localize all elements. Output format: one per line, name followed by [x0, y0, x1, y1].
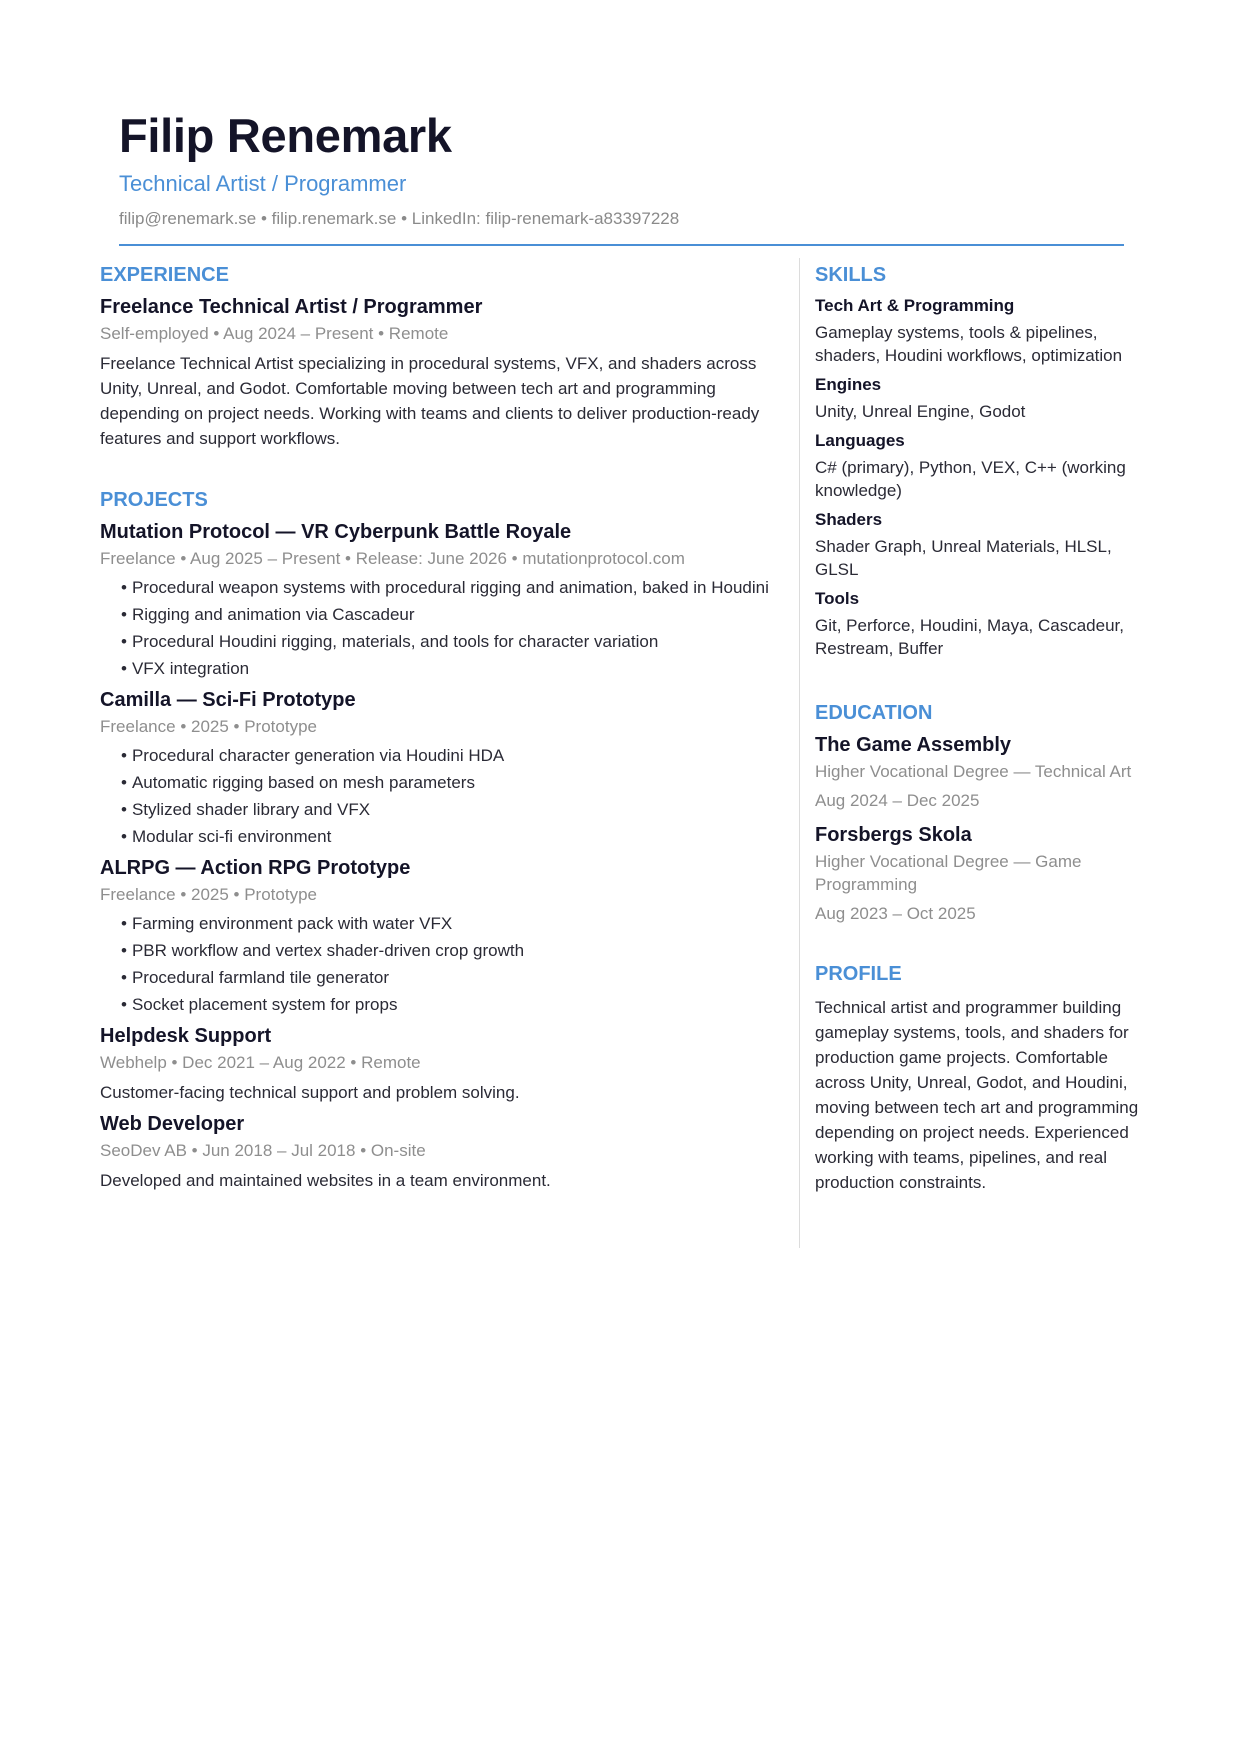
person-name: Filip Renemark [119, 109, 452, 162]
list-item: • Procedural weapon systems with procedural rigging and animation, baked in Houdini [121, 575, 780, 600]
education-dates: Aug 2024 – Dec 2025 [815, 791, 980, 810]
skill-group [815, 374, 1145, 423]
project-bullets [100, 743, 780, 849]
list-item: • Automatic rigging based on mesh parameters [121, 770, 780, 795]
experience-heading: EXPERIENCE [100, 264, 229, 286]
skills-heading: SKILLS [815, 264, 887, 286]
skill-category: Tools [815, 589, 860, 608]
column-divider [799, 258, 800, 1248]
skill-value: C# (primary), Python, VEX, C++ (working knowledge) [815, 458, 1126, 500]
skill-category: Shaders [815, 510, 883, 529]
list-item: • Procedural farmland tile generator [121, 965, 780, 990]
project-entry [100, 855, 780, 1017]
project-meta: Freelance • 2025 • Prototype [100, 885, 317, 904]
project-title: Mutation Protocol — VR Cyberpunk Battle Royale [100, 521, 572, 543]
skill-value: Unity, Unreal Engine, Godot [815, 402, 1026, 421]
skill-value: Git, Perforce, Houdini, Maya, Cascadeur, Restream, Buffer [815, 616, 1124, 658]
list-item: • Procedural Houdini rigging, materials, and tools for character variation [121, 629, 780, 654]
education-dates: Aug 2023 – Oct 2025 [815, 904, 976, 923]
left-column [100, 262, 780, 1193]
education-entry [815, 822, 1145, 925]
skill-group [815, 295, 1145, 367]
job-entry [100, 1023, 780, 1105]
skill-value: Shader Graph, Unreal Materials, HLSL, GLSL [815, 537, 1112, 579]
skill-category: Engines [815, 375, 882, 394]
skill-group [815, 430, 1145, 502]
project-entry [100, 687, 780, 849]
job-entry [100, 1111, 780, 1193]
list-item: • VFX integration [121, 656, 780, 681]
entry-description: Freelance Technical Artist specializing in procedural systems, VFX, and shaders across Unity, Unreal, and Godot. Comfortable moving between tech art and programming depending on project needs. Working with teams and clients to deliver production-ready features and support workflows. [100, 354, 760, 448]
skill-value: Gameplay systems, tools & pipelines, shaders, Houdini workflows, optimization [815, 323, 1123, 365]
job-title: Web Developer [100, 1113, 245, 1135]
education-heading: EDUCATION [815, 702, 933, 724]
profile-heading: PROFILE [815, 963, 902, 985]
right-column [815, 262, 1145, 1195]
job-meta: Webhelp • Dec 2021 – Aug 2022 • Remote [100, 1053, 421, 1072]
job-meta: SeoDev AB • Jun 2018 – Jul 2018 • On-site [100, 1141, 426, 1160]
resume-header [119, 108, 1124, 246]
school-name: The Game Assembly [815, 734, 1012, 756]
list-item: • Farming environment pack with water VFX [121, 911, 780, 936]
list-item: • Rigging and animation via Cascadeur [121, 602, 780, 627]
project-bullets [100, 575, 780, 681]
project-title: ALRPG — Action RPG Prototype [100, 857, 411, 879]
degree-name: Higher Vocational Degree — Game Programming [815, 852, 1082, 894]
skill-group [815, 509, 1145, 581]
project-meta: Freelance • Aug 2025 – Present • Release: June 2026 • mutationprotocol.com [100, 549, 685, 568]
list-item: • PBR workflow and vertex shader-driven crop growth [121, 938, 780, 963]
entry-title: Freelance Technical Artist / Programmer [100, 296, 483, 318]
job-description: Customer-facing technical support and problem solving. [100, 1083, 520, 1102]
skill-category: Tech Art & Programming [815, 296, 1015, 315]
list-item: • Socket placement system for props [121, 992, 780, 1017]
list-item: • Procedural character generation via Houdini HDA [121, 743, 780, 768]
education-entry [815, 732, 1145, 812]
project-bullets [100, 911, 780, 1017]
skill-category: Languages [815, 431, 905, 450]
skill-group [815, 588, 1145, 660]
list-item: • Modular sci-fi environment [121, 824, 780, 849]
job-title: Helpdesk Support [100, 1025, 272, 1047]
project-title: Camilla — Sci-Fi Prototype [100, 689, 356, 711]
school-name: Forsbergs Skola [815, 824, 972, 846]
experience-entry [100, 294, 780, 451]
header-rule [119, 244, 1124, 246]
degree-name: Higher Vocational Degree — Technical Art [815, 762, 1132, 781]
projects-heading: PROJECTS [100, 489, 208, 511]
profile-text: Technical artist and programmer building gameplay systems, tools, and shaders for production game projects. Comfortable across Unity, Unreal, Godot, and Houdini, moving between tech art and programming depending on project needs. Experienced working with teams, pipelines, and real production constraints. [815, 998, 1139, 1192]
contact-line: filip@renemark.se • filip.renemark.se • LinkedIn: filip-renemark-a83397228 [119, 209, 680, 228]
list-item: • Stylized shader library and VFX [121, 797, 780, 822]
project-meta: Freelance • 2025 • Prototype [100, 717, 317, 736]
project-entry [100, 519, 780, 681]
entry-meta: Self-employed • Aug 2024 – Present • Remote [100, 324, 449, 343]
job-description: Developed and maintained websites in a team environment. [100, 1171, 551, 1190]
job-role: Technical Artist / Programmer [119, 171, 407, 196]
